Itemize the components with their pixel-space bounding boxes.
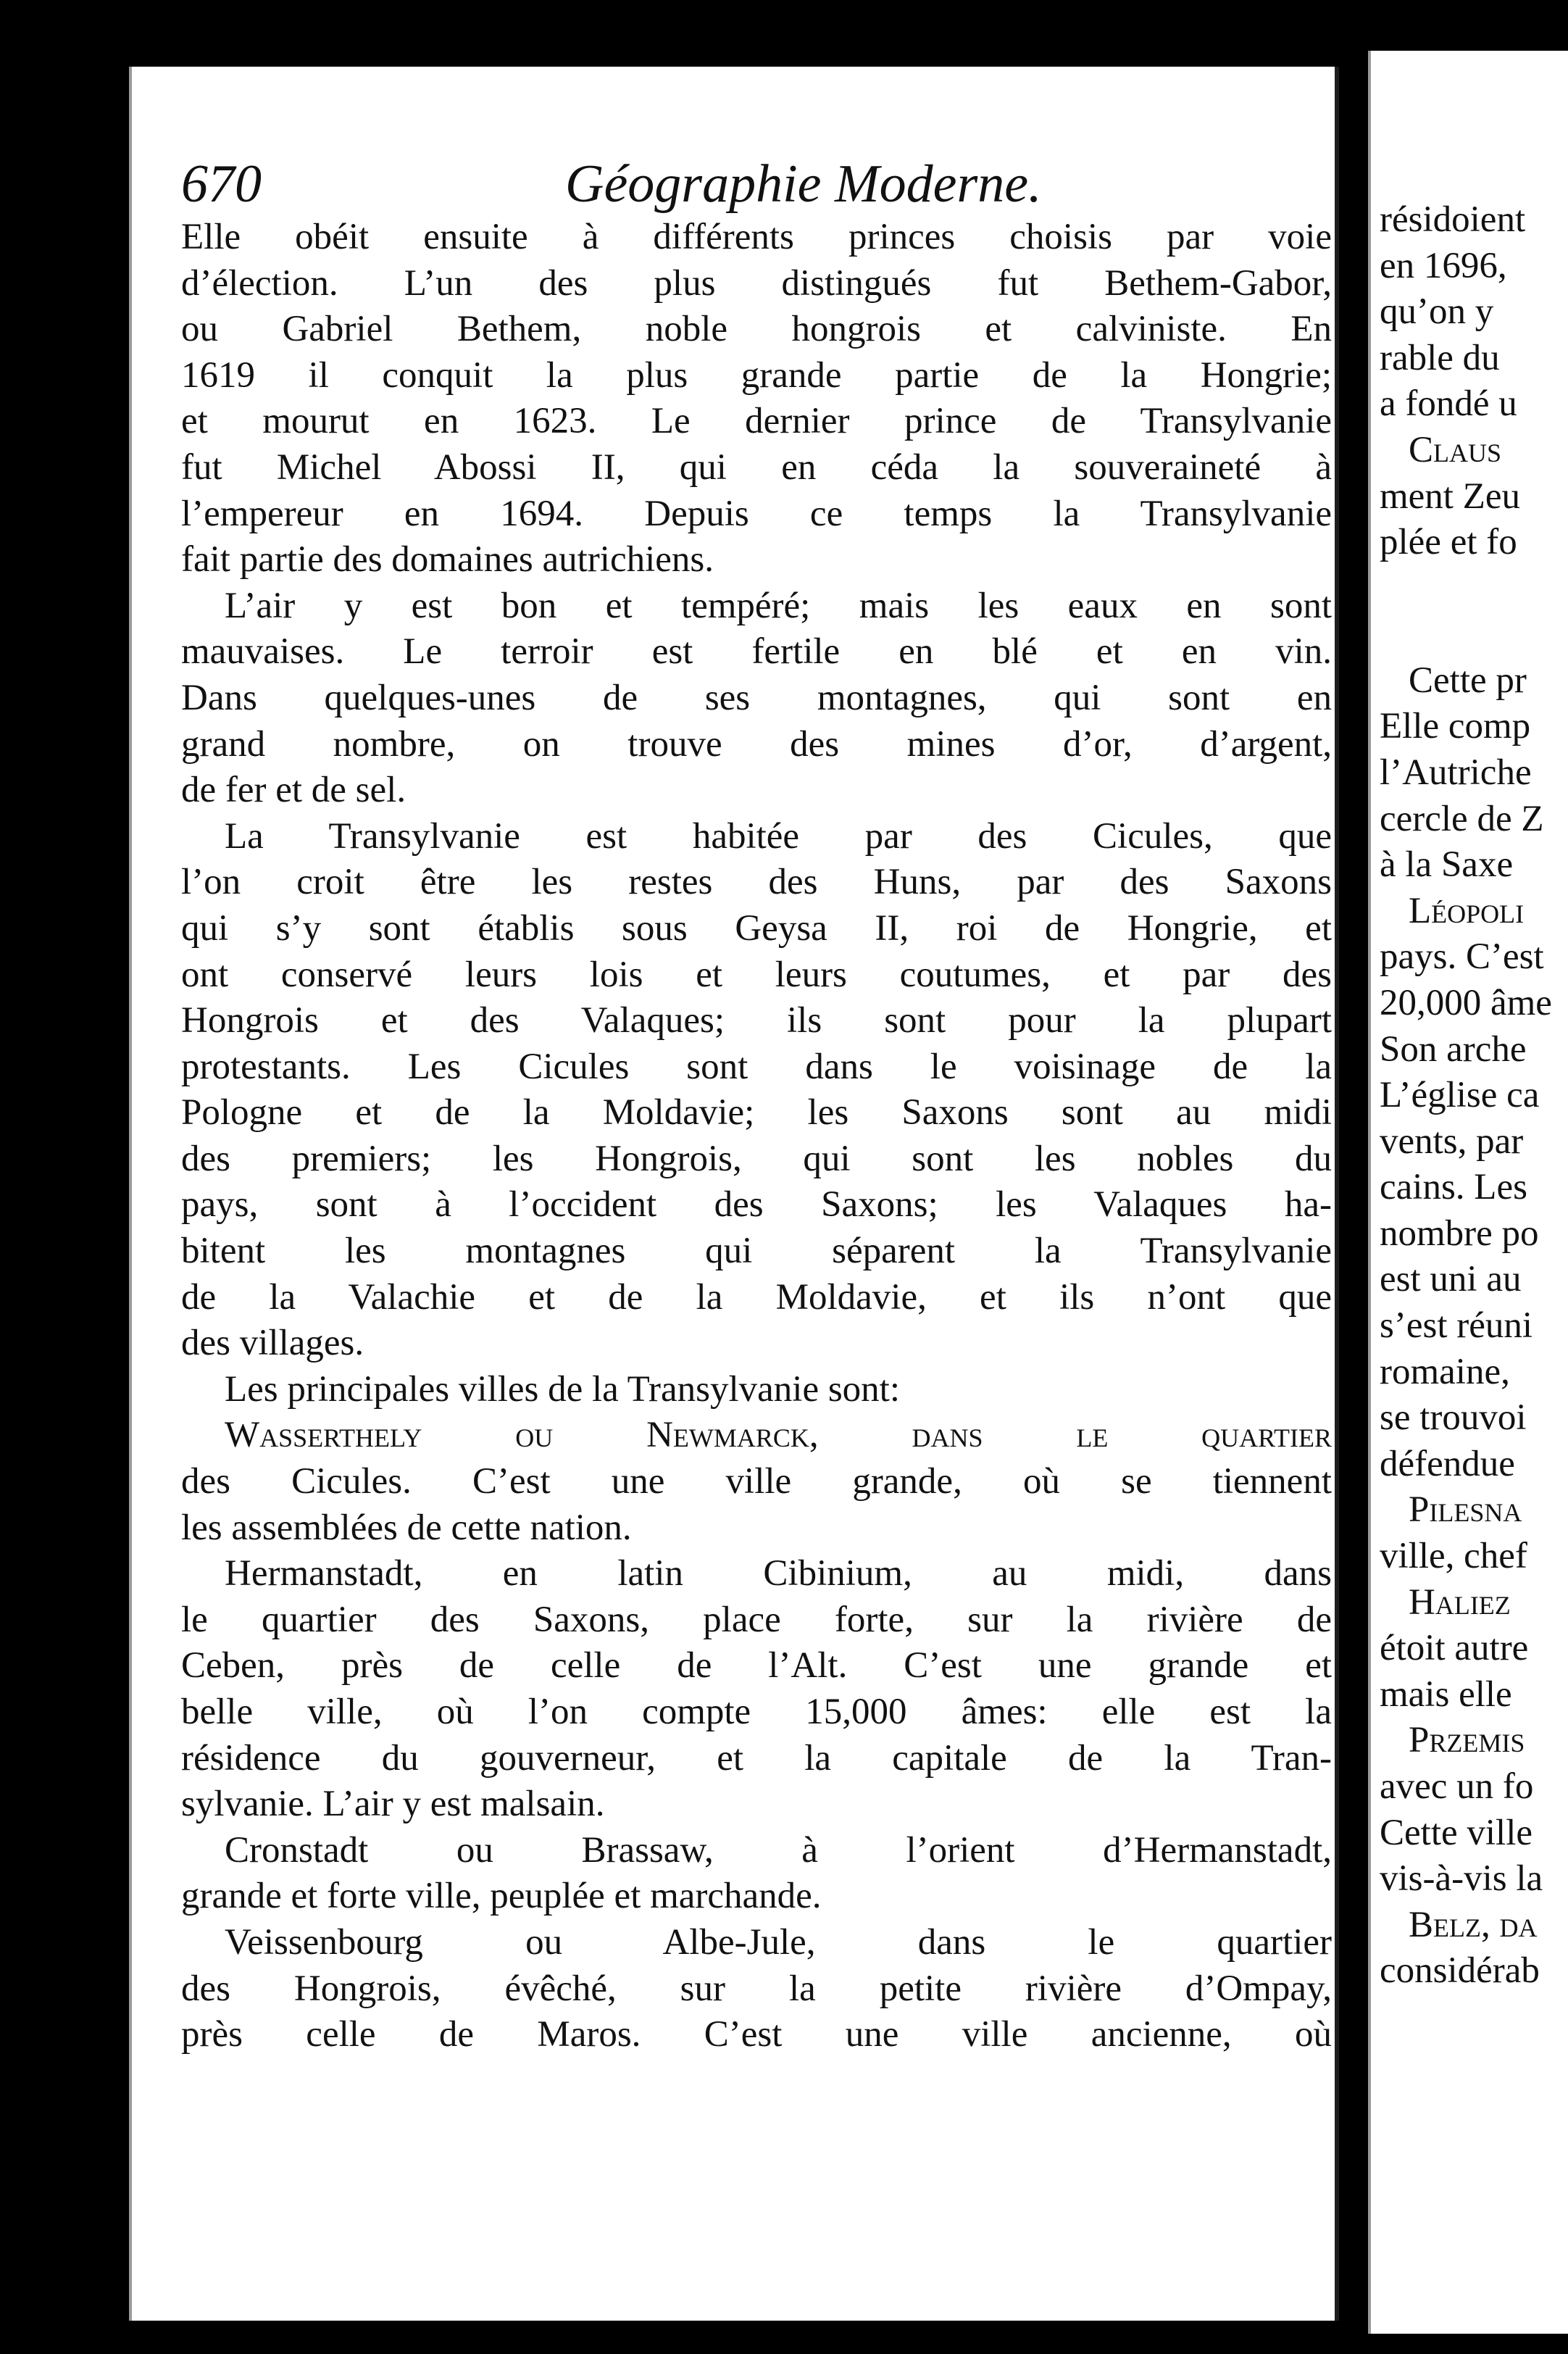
text-line: protestants. Les Cicules sont dans le voisinage de la xyxy=(181,1046,1332,1087)
side-line: 20,000 âme xyxy=(1380,982,1552,1023)
text-line: belle ville, où l’on compte 15,000 âmes: elle est la xyxy=(181,1692,1332,1732)
side-line: l’Autriche xyxy=(1380,752,1532,793)
text-line: des Hongrois, évêché, sur la petite rivière d’Ompay, xyxy=(181,1968,1332,2009)
side-line: se trouvoi xyxy=(1380,1397,1527,1439)
text-line: Ceben, près de celle de l’Alt. C’est une grande et xyxy=(181,1645,1332,1687)
text-line: ont conservé leurs lois et leurs coutumes, et par des xyxy=(181,954,1332,995)
paragraph-start: La Transylvanie est habitée par des Cicules, que xyxy=(225,815,1332,857)
adjacent-page-text xyxy=(1380,197,1568,1995)
side-line: L’église ca xyxy=(1380,1075,1540,1116)
side-line: avec un fo xyxy=(1380,1766,1534,1807)
side-line: Belz, da xyxy=(1409,1904,1538,1945)
side-line: est uni au xyxy=(1380,1259,1522,1300)
side-line: Cette pr xyxy=(1409,660,1527,701)
side-line: vents, par xyxy=(1380,1120,1524,1162)
text-line: 1619 il conquit la plus grande partie de la Hongrie; xyxy=(181,354,1332,396)
text-line: Pologne et de la Moldavie; les Saxons sont au midi xyxy=(181,1092,1332,1134)
city-entry: Wasserthely ou Newmarck, dans le quartier xyxy=(225,1415,1332,1456)
text-line: le quartier des Saxons, place forte, sur la rivière de xyxy=(181,1599,1332,1640)
text-line: qui s’y sont établis sous Geysa II, roi de Hongrie, et xyxy=(181,907,1332,949)
text-line: des premiers; les Hongrois, qui sont les nobles du xyxy=(181,1138,1332,1179)
text-line: d’élection. L’un des plus distingués fut Bethem-Gabor, xyxy=(181,262,1332,304)
text-line: pays, sont à l’occident des Saxons; les Valaques ha- xyxy=(181,1184,1332,1226)
city-entry: Veissenbourg ou Albe-Jule, dans le quartier xyxy=(225,1921,1332,1963)
side-line: Léopoli xyxy=(1409,890,1525,931)
text-line: l’on croit être les restes des Huns, par des Saxons xyxy=(181,862,1332,903)
text-line: bitent les montagnes qui séparent la Transylvanie xyxy=(181,1231,1332,1272)
text-line: de fer et de sel. xyxy=(181,770,406,811)
paragraph-start: L’air y est bon et tempéré; mais les eaux en sont xyxy=(225,585,1332,626)
side-line: Claus xyxy=(1409,429,1502,470)
running-title: Géographie Moderne. xyxy=(565,154,1042,214)
side-line: résidoient xyxy=(1380,199,1526,240)
text-line: ou Gabriel Bethem, noble hongrois et calviniste. En xyxy=(181,309,1332,350)
side-line: qu’on y xyxy=(1380,291,1494,333)
text-line: l’empereur en 1694. Depuis ce temps la Transylvanie xyxy=(181,493,1332,534)
text-line: résidence du gouverneur, et la capitale de la Tran- xyxy=(181,1737,1332,1779)
text-line: de la Valachie et de la Moldavie, et ils n’ont que xyxy=(181,1276,1332,1318)
side-line: Przemis xyxy=(1409,1720,1525,1761)
body-text xyxy=(181,215,1332,2058)
side-line: Pilesna xyxy=(1409,1489,1522,1531)
side-line: étoit autre xyxy=(1380,1628,1529,1669)
paragraph-start: Les principales villes de la Transylvanie sont: xyxy=(225,1368,901,1410)
text-line: des villages. xyxy=(181,1323,364,1364)
page-number: 670 xyxy=(181,154,262,214)
side-line: ment Zeu xyxy=(1380,475,1521,517)
side-line: nombre po xyxy=(1380,1213,1539,1254)
text-line: Elle obéit ensuite à différents princes choisis par voie xyxy=(181,217,1332,257)
side-line: défendue xyxy=(1380,1443,1515,1484)
city-entry: Cronstadt ou Brassaw, à l’orient d’Hermanstadt, xyxy=(225,1829,1332,1871)
side-line: rable du xyxy=(1380,337,1500,378)
text-line: Hongrois et des Valaques; ils sont pour la plupart xyxy=(181,1000,1332,1041)
text-line: Dans quelques-unes de ses montagnes, qui sont en xyxy=(181,677,1332,718)
city-entry: Hermanstadt, en latin Cibinium, au midi, dans xyxy=(225,1553,1332,1594)
side-line: cains. Les xyxy=(1380,1167,1527,1208)
text-line: près celle de Maros. C’est une ville ancienne, où xyxy=(181,2014,1332,2055)
text-line: grande et forte ville, peuplée et marchande. xyxy=(181,1876,822,1917)
side-line: pays. C’est xyxy=(1380,936,1544,978)
text-line: fait partie des domaines autrichiens. xyxy=(181,539,714,581)
text-line: sylvanie. L’air y est malsain. xyxy=(181,1784,605,1825)
side-line: Elle comp xyxy=(1380,706,1531,747)
side-line: considérab xyxy=(1380,1950,1540,1992)
text-line: mauvaises. Le terroir est fertile en blé et en vin. xyxy=(181,631,1332,673)
text-line: les assemblées de cette nation. xyxy=(181,1507,632,1548)
side-line: en 1696, xyxy=(1380,245,1507,286)
side-line: romaine, xyxy=(1380,1351,1510,1392)
text-line: grand nombre, on trouve des mines d’or, d’argent, xyxy=(181,723,1332,765)
side-line: mais elle xyxy=(1380,1673,1512,1715)
side-line: cercle de Z xyxy=(1380,798,1544,839)
side-gap xyxy=(1380,566,1568,658)
side-line: ville, chef xyxy=(1380,1536,1527,1577)
side-line: Cette ville xyxy=(1380,1812,1533,1853)
page-header xyxy=(181,154,1123,219)
side-line: à la Saxe xyxy=(1380,844,1514,886)
side-line: vis-à-vis la xyxy=(1380,1858,1543,1900)
text-line: fut Michel Abossi II, qui en céda la souveraineté à xyxy=(181,446,1332,488)
side-line: Son arche xyxy=(1380,1028,1527,1070)
side-line: a fondé u xyxy=(1380,383,1517,425)
side-line: Haliez xyxy=(1409,1581,1511,1623)
text-line: des Cicules. C’est une ville grande, où se tiennent xyxy=(181,1461,1332,1502)
text-line: et mourut en 1623. Le dernier prince de Transylvanie xyxy=(181,401,1332,442)
side-line: s’est réuni xyxy=(1380,1305,1533,1347)
side-line: plée et fo xyxy=(1380,522,1517,563)
